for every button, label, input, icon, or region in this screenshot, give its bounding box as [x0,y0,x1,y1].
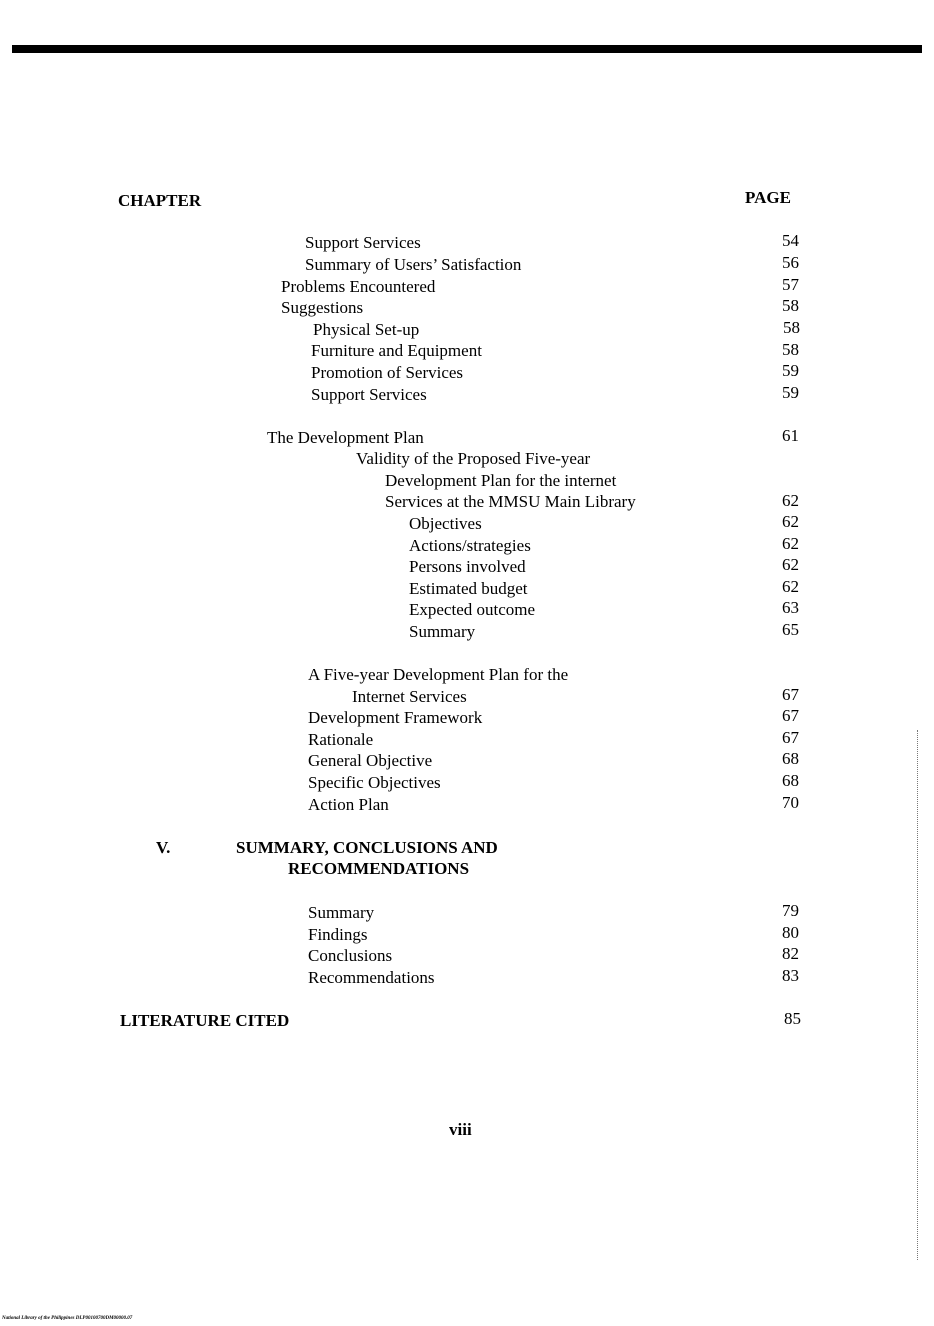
toc-entry: Specific Objectives [308,773,441,792]
toc-page-number: 62 [782,555,799,574]
chapter-header: CHAPTER [118,191,202,210]
toc-page-number: 59 [782,361,799,380]
scan-footer-note: National Library of the Philippines DLP00100700DM00000.07 [2,1316,133,1321]
toc-entry: Physical Set-up [313,320,420,339]
toc-entry: Validity of the Proposed Five-year [356,449,591,468]
toc-entry: Action Plan [308,795,389,814]
toc-entry: Objectives [409,514,482,533]
chapter-title-line2: RECOMMENDATIONS [288,859,470,878]
toc-page-number: 56 [782,253,799,272]
toc-page-number: 65 [782,620,799,639]
toc-entry: Recommendations [308,968,435,987]
toc-page-number: 85 [784,1009,801,1028]
toc-entry: Internet Services [352,687,467,706]
toc-entry: Development Framework [308,708,483,727]
toc-entry: Suggestions [281,298,364,317]
toc-entry: Persons involved [409,557,526,576]
page-number: viii [449,1120,472,1139]
toc-entry: Actions/strategies [409,536,531,555]
scan-right-edge [917,730,919,1260]
toc-page-number: 58 [782,296,799,315]
toc-page-number: 68 [782,749,799,768]
toc-page-number: 67 [782,685,799,704]
toc-page-number: 62 [782,491,799,510]
toc-entry: Support Services [311,385,427,404]
toc-page-number: 82 [782,944,799,963]
chapter-title-line1: SUMMARY, CONCLUSIONS AND [236,838,498,857]
toc-page-number: 70 [782,793,799,812]
toc-page-number: 63 [782,598,799,617]
toc-entry: Summary [308,903,375,922]
chapter-numeral: V. [156,838,171,857]
toc-page-number: 61 [782,426,799,445]
literature-cited-heading: LITERATURE CITED [120,1011,290,1030]
toc-entry: General Objective [308,751,433,770]
toc-page-number: 59 [782,383,799,402]
toc-entry: A Five-year Development Plan for the [308,665,569,684]
toc-entry: Findings [308,925,368,944]
toc-entry: Furniture and Equipment [311,341,482,360]
toc-entry: Summary [409,622,476,641]
toc-page-number: 80 [782,923,799,942]
toc-page-number: 79 [782,901,799,920]
scan-top-bar [12,45,922,53]
toc-entry: Estimated budget [409,579,528,598]
page-header: PAGE [745,188,791,207]
toc-page-number: 58 [783,318,800,337]
toc-page-number: 68 [782,771,799,790]
toc-page-number: 67 [782,706,799,725]
toc-entry: Expected outcome [409,600,536,619]
toc-entry: Support Services [305,233,421,252]
toc-page-number: 58 [782,340,799,359]
toc-page-number: 62 [782,534,799,553]
toc-page-number: 62 [782,512,799,531]
toc-page-number: 54 [782,231,799,250]
toc-page-number: 67 [782,728,799,747]
toc-entry: Summary of Users’ Satisfaction [305,255,522,274]
toc-entry: Services at the MMSU Main Library [385,492,636,511]
toc-page-number: 62 [782,577,799,596]
toc-page-number: 83 [782,966,799,985]
toc-entry: Development Plan for the internet [385,471,617,490]
toc-entry: Problems Encountered [281,277,436,296]
toc-entry: The Development Plan [267,428,424,447]
toc-page-number: 57 [782,275,799,294]
toc-entry: Rationale [308,730,374,749]
toc-entry: Promotion of Services [311,363,464,382]
toc-entry: Conclusions [308,946,393,965]
